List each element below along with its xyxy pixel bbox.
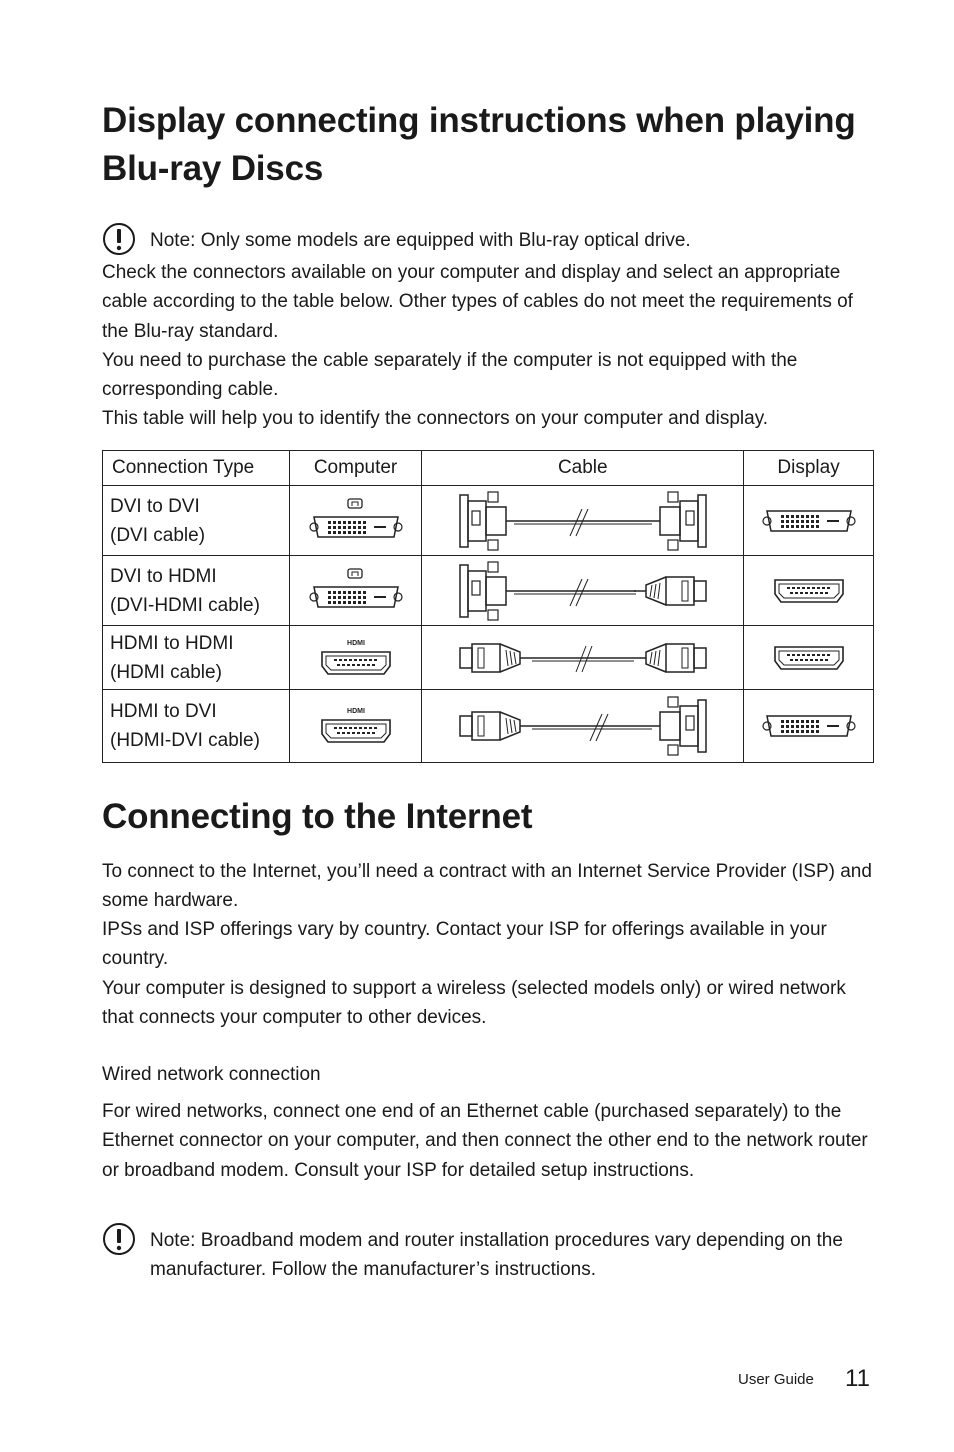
cable-type: (HDMI-DVI cable) (110, 730, 260, 751)
paragraph: This table will help you to identify the connectors on your computer and display. (102, 408, 769, 429)
computer-cell (289, 556, 422, 626)
note-body: Only some models are equipped with Blu-ray optical drive. (195, 230, 691, 251)
display-cell (744, 556, 874, 626)
computer-cell (289, 486, 422, 556)
connection-type-cell (103, 690, 290, 763)
computer-cell (289, 626, 422, 690)
cable-cell (422, 690, 744, 763)
note-label: Note: (150, 1230, 196, 1251)
dvi-port-icon (761, 504, 857, 538)
table-row (103, 690, 874, 763)
computer-cell (289, 690, 422, 763)
subheading-wired: Wired network connection (102, 1064, 321, 1085)
note-body: Broadband modem and router installation procedures vary depending on the manufacturer. Follow the manufacturer’s instructions. (150, 1230, 843, 1280)
note-icon (102, 222, 136, 256)
section-title-internet: Connecting to the Internet (102, 797, 533, 836)
connection-type: DVI to HDMI (110, 565, 217, 587)
connection-type: HDMI to DVI (110, 701, 217, 722)
cable-cell (422, 556, 744, 626)
page-number: 11 (845, 1365, 870, 1392)
connection-type-cell (103, 486, 290, 556)
connection-type: HDMI to HDMI (110, 632, 234, 654)
connection-type-cell (103, 626, 290, 690)
column-header: Computer (289, 451, 422, 486)
footer-label: User Guide (738, 1371, 814, 1388)
table-header-row (103, 451, 874, 486)
dvi-dvi-cable-icon (458, 491, 708, 551)
hdmi-port-icon (320, 638, 392, 678)
cable-cell (422, 626, 744, 690)
dvi-hdmi-cable-icon (458, 561, 708, 621)
dvi-port-icon (761, 709, 857, 743)
paragraph: Your computer is designed to support a wireless (selected models only) or wired network that connects your computer to other devices. (102, 978, 846, 1029)
note-label: Note: (150, 230, 196, 251)
cable-type: (DVI cable) (110, 524, 206, 546)
column-header: Display (744, 451, 874, 486)
hdmi-port-icon (320, 706, 392, 746)
table-row (103, 626, 874, 690)
cable-type: (DVI-HDMI cable) (110, 594, 260, 616)
hdmi-hdmi-cable-icon (458, 638, 708, 678)
section-title-bluray: Display connecting instructions when playing Blu-ray Discs (102, 101, 856, 188)
hdmi-port-icon (773, 576, 845, 606)
column-header: Connection Type (103, 451, 290, 486)
cable-type: (HDMI cable) (110, 661, 222, 683)
display-cell (744, 626, 874, 690)
table-row (103, 486, 874, 556)
hdmi-port-icon (773, 643, 845, 673)
connection-type: DVI to DVI (110, 495, 200, 517)
note-text (150, 1226, 870, 1284)
column-header: Cable (422, 451, 744, 486)
paragraph: Check the connectors available on your computer and display and select an appropriate cable according to the table below. Other types of cables do not meet the requirements of the Blu-ray standard. (102, 262, 853, 342)
paragraph: IPSs and ISP offerings vary by country. Contact your ISP for offerings available in your country. (102, 919, 827, 970)
paragraph: You need to purchase the cable separately if the computer is not equipped with the corresponding cable. (102, 350, 798, 401)
connection-type-cell (103, 556, 290, 626)
dvi-port-icon (308, 498, 404, 544)
note-icon (102, 1222, 136, 1256)
paragraph: For wired networks, connect one end of an Ethernet cable (purchased separately) to the Ethernet connector on your computer, and then connect the other end to the network router or broadband modem. Consult your ISP for detailed setup instructions. (102, 1101, 868, 1181)
note-text (150, 226, 691, 255)
dvi-port-icon (308, 568, 404, 614)
display-cell (744, 486, 874, 556)
cable-cell (422, 486, 744, 556)
table-row (103, 556, 874, 626)
connection-table (102, 450, 874, 763)
paragraph: To connect to the Internet, you’ll need a contract with an Internet Service Provider (ISP) and some hardware. (102, 861, 872, 912)
hdmi-dvi-cable-icon (458, 696, 708, 756)
display-cell (744, 690, 874, 763)
